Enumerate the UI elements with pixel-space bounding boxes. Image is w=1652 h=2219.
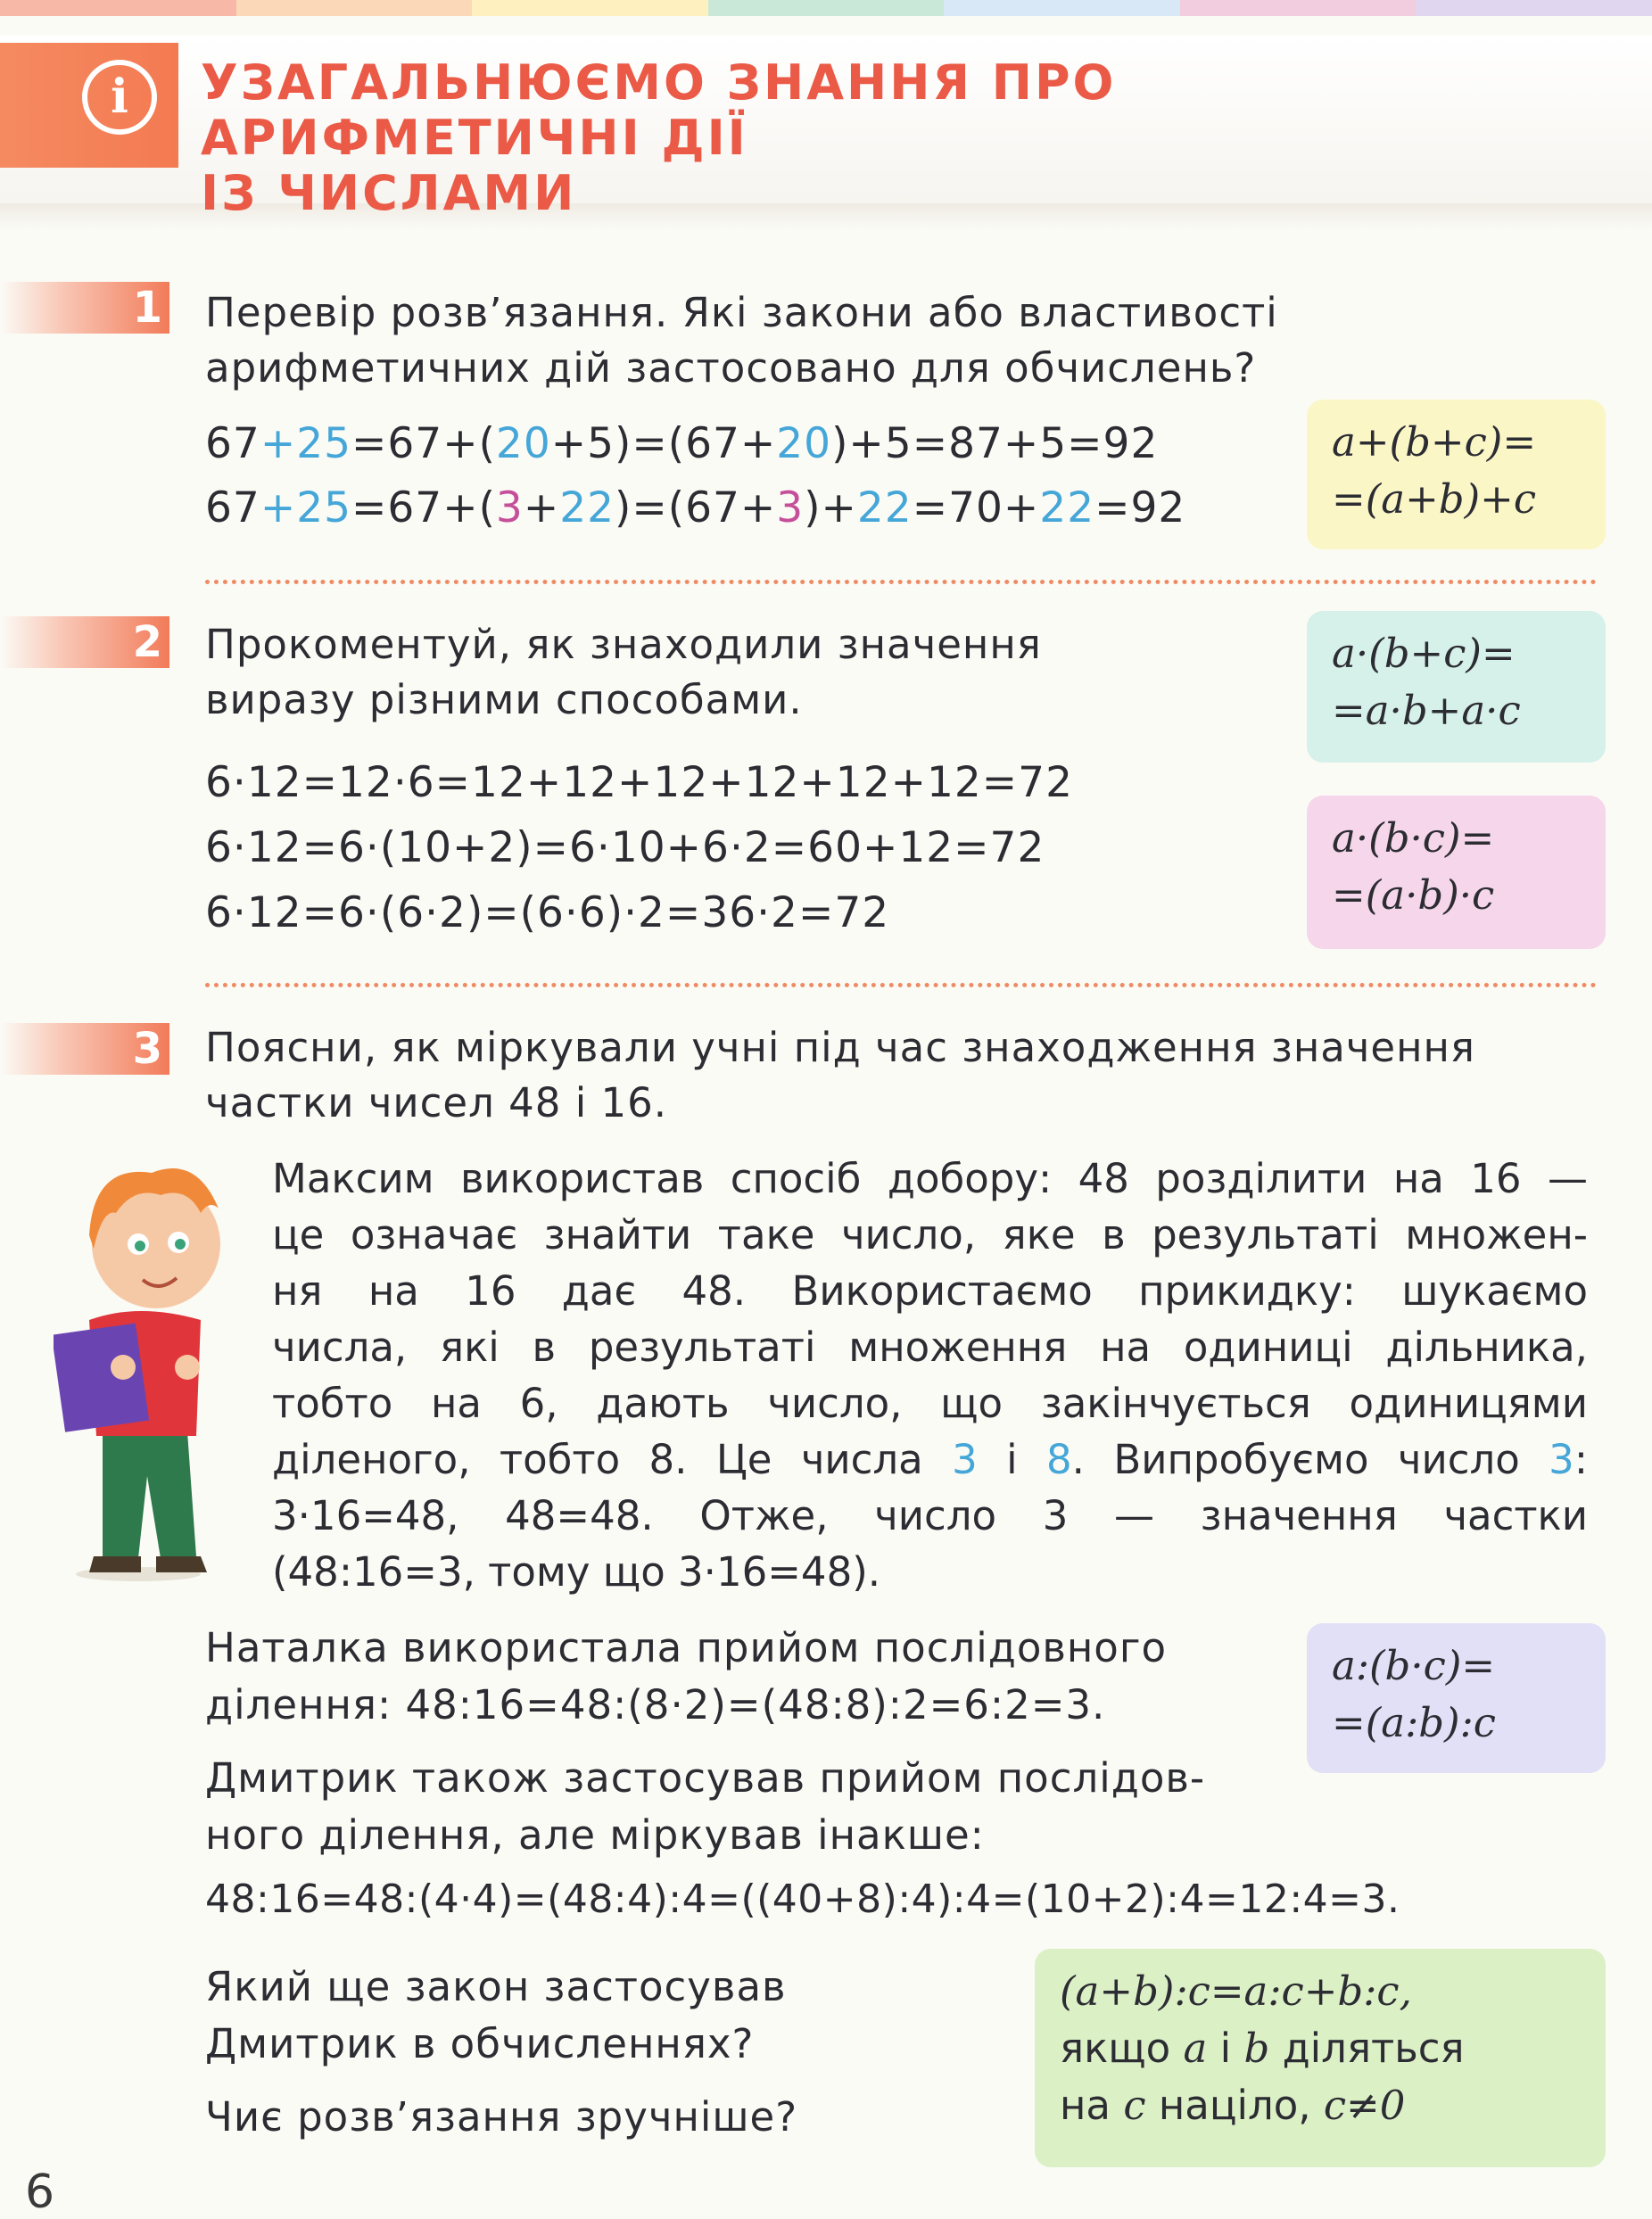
title-line-2: ІЗ ЧИСЛАМИ (201, 165, 577, 221)
paragraph-line: Дмитрик також застосував прийом послідов- (205, 1754, 1206, 1802)
paragraph-line: (48:16=3, тому що 3·16=48). (272, 1548, 881, 1596)
paragraph-line: ня на 16 дає 48. Використаємо прикидку: шукаємо (272, 1267, 1588, 1315)
question-line: Який ще закон застосував (205, 1963, 787, 2010)
task2-prompt (205, 617, 1042, 728)
task1-prompt-line: арифметичних дій застосовано для обчислень? (205, 344, 1257, 392)
text-span: діленого, тобто 8. Це числа (272, 1436, 953, 1483)
task2-prompt-line: виразу різними способами. (205, 676, 803, 723)
rule-line: =(a+b)+c (1332, 475, 1537, 523)
dmytryk-equation: 48:16=48:(4·4)=(48:4):4=((40+8):4):4=(10+2):4=12:4=3. (205, 1877, 1400, 1922)
task-number-tab (0, 616, 169, 668)
task1-equation-2: 67+25=67+(3+22)=(67+3)+22=70+22=92 (205, 483, 1186, 532)
rule-box-sum-division (1035, 1949, 1606, 2167)
boy-shoe (156, 1556, 207, 1572)
highlight-number: 3 (1549, 1436, 1574, 1483)
highlight-number: 3 (952, 1436, 978, 1483)
rule-box-associative-addition (1307, 400, 1606, 549)
text-span: діляться (1269, 2025, 1465, 2072)
rule-line: a:(b·c)= (1332, 1642, 1496, 1689)
rule-line: a+(b+c)= (1332, 418, 1537, 466)
task2-equation-3: 6·12=6·(6·2)=(6·6)·2=36·2=72 (205, 888, 890, 937)
paragraph-line: Максим використав спосіб добору: 48 розділити на 16 — (272, 1155, 1588, 1202)
paragraph-line (272, 1431, 1588, 1488)
paragraph-line: ділення: 48:16=48:(8·2)=(48:8):2=6:2=3. (205, 1681, 1106, 1728)
task-number: 3 (132, 1024, 162, 1074)
rule-line: a·(b·c)= (1332, 814, 1495, 862)
task1-equation-1: 67+25=67+(20+5)=(67+20)+5=87+5=92 (205, 419, 1159, 468)
task3-question (205, 1959, 797, 2146)
dmytryk-explanation (205, 1750, 1205, 1864)
info-icon: i (82, 60, 157, 135)
paragraph-line: Наталка використала прийом послідовного (205, 1624, 1167, 1671)
natalka-explanation (205, 1620, 1167, 1734)
rule-line: (a+b):c=a:c+b:c, (1060, 1967, 1412, 2015)
text-span: на (1060, 2082, 1124, 2129)
task-number-tab (0, 1023, 169, 1075)
paragraph-line: тобто на 6, дають число, що закінчується одиницями (272, 1380, 1588, 1427)
task-number-tab (0, 282, 169, 334)
text-span: і (1207, 2025, 1244, 2072)
task-number: 2 (132, 617, 162, 667)
variable: c≠0 (1323, 2082, 1406, 2129)
boy-illustration (54, 1137, 259, 1583)
paragraph-line: ного ділення, але міркував інакше: (205, 1811, 985, 1859)
text-span: . Випробуємо число (1071, 1436, 1549, 1483)
boy-pupil (135, 1241, 145, 1251)
task2-equation-2: 6·12=6·(10+2)=6·10+6·2=60+12=72 (205, 823, 1045, 872)
text-span: націло, (1145, 2082, 1324, 2129)
task-number: 1 (132, 283, 162, 333)
task2-prompt-line: Прокоментуй, як знаходили значення (205, 621, 1042, 668)
rule-line: a·(b+c)= (1332, 630, 1516, 677)
paragraph-line: це означає знайти таке число, яке в результаті множен- (272, 1211, 1588, 1258)
paragraph-line: числа, які в результаті множення на одиниці дільника, (272, 1324, 1588, 1371)
rule-line: =a·b+a·c (1332, 687, 1521, 734)
task3-prompt-line: частки чисел 48 і 16. (205, 1079, 668, 1126)
question-line: Чиє розв’язання зручніше? (205, 2093, 798, 2141)
highlight-number: 8 (1046, 1436, 1072, 1483)
rule-box-division-by-product (1307, 1623, 1606, 1773)
maksym-explanation (272, 1151, 1588, 1600)
book-icon (54, 1324, 149, 1432)
text-span: якщо (1060, 2025, 1184, 2072)
boy-pupil (175, 1239, 186, 1250)
boy-hand (175, 1355, 200, 1380)
page-number: 6 (25, 2165, 55, 2219)
variable: a (1183, 2025, 1208, 2072)
rule-box-associative-multiplication (1307, 796, 1606, 949)
text-span: і (977, 1436, 1047, 1483)
page-title (201, 55, 1557, 221)
section-divider (205, 983, 1597, 987)
task3-prompt (205, 1020, 1475, 1131)
task1-prompt (205, 285, 1278, 396)
variable: c (1123, 2082, 1146, 2129)
task2-equation-1: 6·12=12·6=12+12+12+12+12+12=72 (205, 758, 1073, 807)
task3-prompt-line: Поясни, як міркували учні під час знаходження значення (205, 1024, 1475, 1071)
paragraph-line: 3·16=48, 48=48. Отже, число 3 — значення частки (272, 1492, 1588, 1539)
boy-hand (111, 1355, 136, 1380)
text-span: : (1574, 1436, 1588, 1483)
variable: b (1243, 2025, 1270, 2072)
question-line: Дмитрик в обчисленнях? (205, 2020, 755, 2067)
title-line-1: УЗАГАЛЬНЮЄМО ЗНАННЯ ПРО АРИФМЕТИЧНІ ДІЇ (201, 54, 1117, 166)
rule-line (1060, 2020, 1606, 2077)
rule-box-distributive (1307, 611, 1606, 763)
task1-prompt-line: Перевір розв’язання. Які закони або властивості (205, 289, 1278, 336)
rule-line (1060, 2077, 1606, 2134)
boy-shoe (89, 1556, 141, 1572)
section-divider (205, 580, 1597, 584)
top-color-strip (0, 0, 1652, 16)
boy-trousers (103, 1431, 196, 1558)
rule-line: =(a·b)·c (1332, 871, 1495, 919)
rule-line: =(a:b):c (1332, 1699, 1496, 1746)
